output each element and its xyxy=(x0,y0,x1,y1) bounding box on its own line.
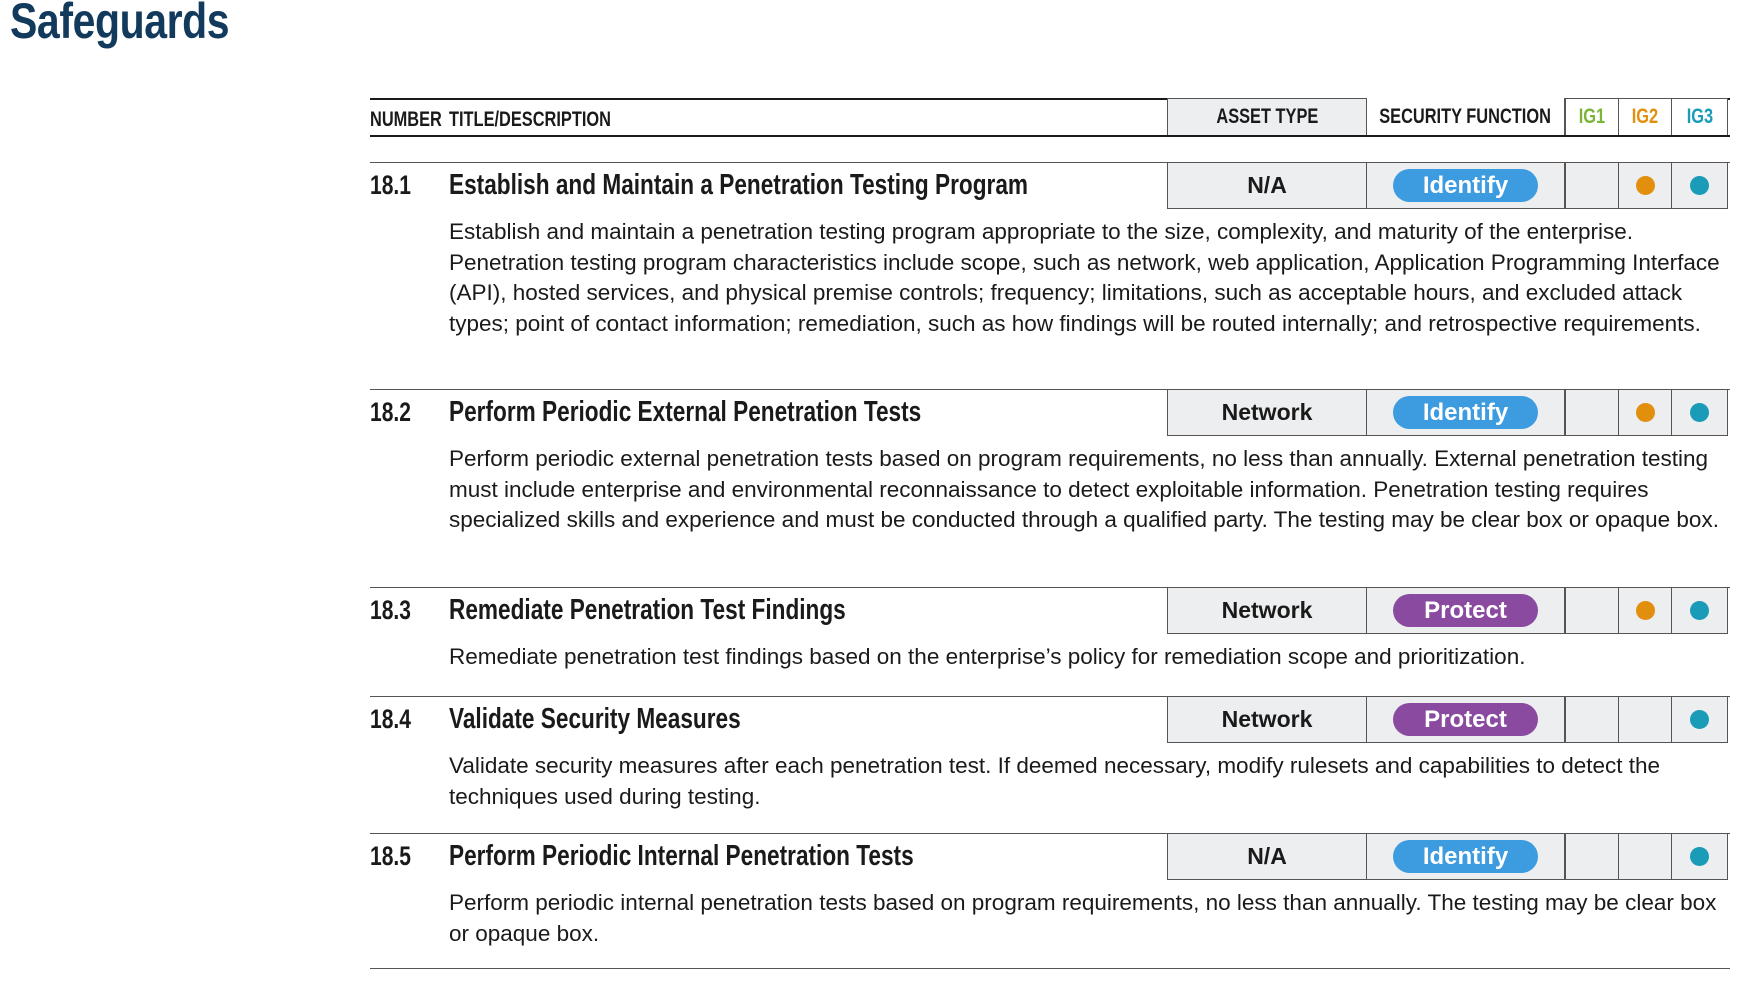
asset-type-cell: Network xyxy=(1167,587,1367,634)
ig2-cell xyxy=(1619,587,1672,634)
security-function-cell xyxy=(1367,162,1565,209)
security-function-cell xyxy=(1367,587,1565,634)
header-title-description: TITLE/DESCRIPTION xyxy=(449,108,611,131)
ig3-cell xyxy=(1672,389,1728,436)
ig3-dot-icon xyxy=(1690,710,1709,729)
ig2-dot-icon xyxy=(1636,176,1655,195)
asset-type-cell: Network xyxy=(1167,696,1367,743)
safeguard-description: Perform periodic external penetration tests based on program requirements, no less than annually. External penetration testing must include enterprise and environmental reconnaissance to detect exploitable information. Penetration testing requires specialized skills and experience and must be conducted through a qualified party. The testing may be clear box or opaque box. xyxy=(449,446,1719,532)
ig2-dot-icon xyxy=(1636,601,1655,620)
ig1-cell xyxy=(1565,696,1619,743)
safeguard-description: Validate security measures after each penetration test. If deemed necessary, modify rulesets and capabilities to detect the techniques used during testing. xyxy=(449,753,1661,809)
ig3-dot-icon xyxy=(1690,403,1709,422)
safeguard-title: Remediate Penetration Test Findings xyxy=(449,594,846,626)
ig3-dot-icon xyxy=(1690,847,1709,866)
security-function-badge: Protect xyxy=(1393,594,1538,627)
ig1-cell xyxy=(1565,833,1619,880)
page-title: Safeguards xyxy=(10,0,230,49)
safeguard-number: 18.3 xyxy=(370,595,411,625)
safeguard-number: 18.1 xyxy=(370,170,411,200)
safeguard-title: Establish and Maintain a Penetration Testing Program xyxy=(449,169,1029,201)
safeguard-number: 18.5 xyxy=(370,841,411,871)
ig2-dot-icon xyxy=(1636,403,1655,422)
header-asset-type: ASSET TYPE xyxy=(1167,98,1367,136)
header-bottom-rule xyxy=(370,135,1730,137)
ig1-cell xyxy=(1565,587,1619,634)
safeguard-number: 18.4 xyxy=(370,704,411,734)
safeguard-number: 18.2 xyxy=(370,397,411,427)
ig3-dot-icon xyxy=(1690,601,1709,620)
ig2-cell xyxy=(1619,162,1672,209)
ig2-cell xyxy=(1619,833,1672,880)
asset-type-cell: Network xyxy=(1167,389,1367,436)
safeguard-description: Perform periodic internal penetration tests based on program requirements, no less than annually. The testing may be clear box or opaque box. xyxy=(449,890,1717,946)
header-ig2: IG2 xyxy=(1619,98,1672,136)
security-function-badge: Identify xyxy=(1393,169,1538,202)
ig1-cell xyxy=(1565,389,1619,436)
security-function-cell xyxy=(1367,696,1565,743)
ig3-cell xyxy=(1672,587,1728,634)
header-ig1: IG1 xyxy=(1565,98,1619,136)
header-ig3: IG3 xyxy=(1672,98,1728,136)
ig3-dot-icon xyxy=(1690,176,1709,195)
safeguard-title: Perform Periodic External Penetration Tests xyxy=(449,396,922,428)
asset-type-cell: N/A xyxy=(1167,833,1367,880)
header-number: NUMBER xyxy=(370,108,442,131)
security-function-badge: Protect xyxy=(1393,703,1538,736)
safeguard-description: Remediate penetration test findings based on the enterprise’s policy for remediation scope and prioritization. xyxy=(449,644,1526,669)
ig3-cell xyxy=(1672,833,1728,880)
table-bottom-rule xyxy=(370,968,1730,969)
security-function-cell xyxy=(1367,389,1565,436)
safeguard-title: Validate Security Measures xyxy=(449,703,741,735)
ig3-cell xyxy=(1672,162,1728,209)
header-security-function: SECURITY FUNCTION xyxy=(1367,98,1565,136)
security-function-cell xyxy=(1367,833,1565,880)
asset-type-cell: N/A xyxy=(1167,162,1367,209)
ig1-cell xyxy=(1565,162,1619,209)
ig3-cell xyxy=(1672,696,1728,743)
security-function-badge: Identify xyxy=(1393,396,1538,429)
safeguard-description: Establish and maintain a penetration testing program appropriate to the size, complexity, and maturity of the enterprise. Penetration testing program characteristics include scope, such as network, web application, Application Programming Interface (API), hosted services, and physical premise controls; frequency; limitations, such as acceptable hours, and excluded attack types; point of contact information; remediation, such as how findings will be routed internally; and retrospective requirements. xyxy=(449,219,1720,336)
ig2-cell xyxy=(1619,696,1672,743)
security-function-badge: Identify xyxy=(1393,840,1538,873)
ig2-cell xyxy=(1619,389,1672,436)
safeguard-title: Perform Periodic Internal Penetration Tests xyxy=(449,840,914,872)
